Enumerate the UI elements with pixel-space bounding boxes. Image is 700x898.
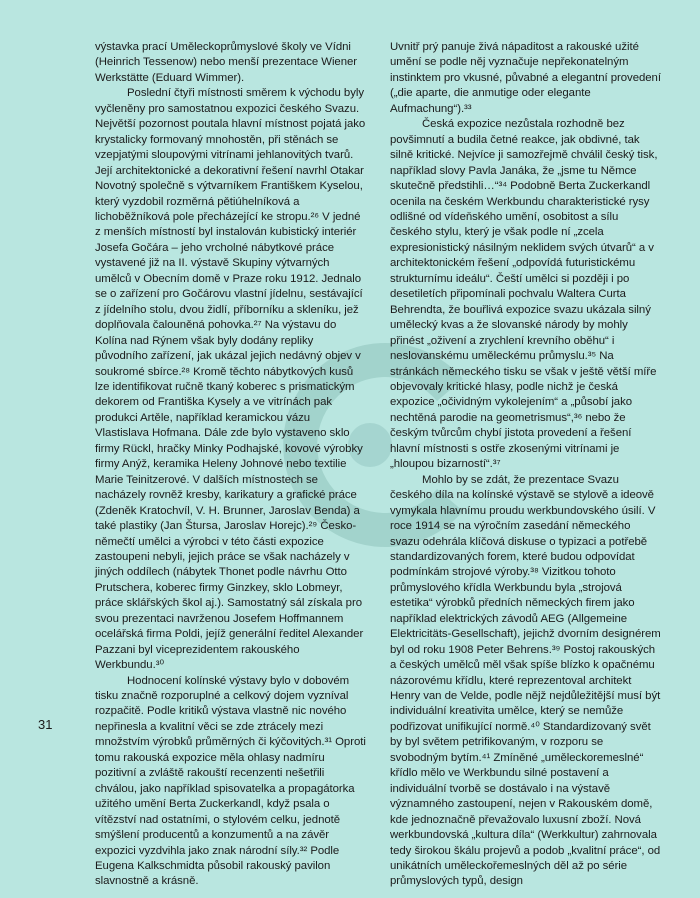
page-number: 31 xyxy=(38,717,53,732)
paragraph: Poslední čtyři místnosti směrem k východu byly vyčleněny pro samostatnou expozici českého Svazu. Největší pozornost poutala hlavní místnost pojatá jako krystalicky formovaný mnohostěn, při stěnách se vzepjatými sloupovými vitrínami jehlanovitých tvarů. Její architektonické a dekorativní řešení navrhl Otakar Novotný společně s výtvarníkem Františkem Kyselou, který vyzdobil rozměrná pětiúhelníková a lichoběžníková pole přecházející ke stropu.²⁶ V jedné z menších místností byl instalován kubistický interiér Josefa Gočára – jeho vrcholné nábytkové práce vystavené již na II. výstavě Skupiny výtvarných umělců v Obecním domě v Praze roku 1912. Jednalo se o zařízení pro Gočárovu vlastní jídelnu, sestávající z jídelního stolu, dvou židlí, příborníku a skleníku, jež doplňovala čalouněná pohovka.²⁷ Na výstavu do Kolína nad Rýnem však byly dodány repliky původního zařízení, jak ukázal jejich nedávný objev v soukromé sbírce.²⁸ Kromě těchto nábytkových kusů lze identifikovat ručně tkaný koberec s prismatickým dekorem od Františka Kysely a ve vitrínách pak produkci Artěle, například keramickou vázu Vlastislava Hofmana. Dále zde bylo vystaveno sklo firmy Rückl, hračky Minky Podhajské, kovové výrobky firmy Anýž, keramika Heleny Johnové nebo textilie Marie Teinitzerové. V dalších místnostech se nacházely rovněž kresby, karikatury a grafické práce (Zdeněk Kratochvíl, V. H. Brunner, Jaroslav Benda) a také plastiky (Jan Štursa, Jaroslav Horejc).²⁹ Česko-němečtí umělci a výrobci v této části expozice zastoupeni nebyli, jejich práce se však nacházely v jiných oddílech (nábytek Thonet podle návrhu Otto Prutschera, koberec firmy Ginzkey, sklo Lobmeyr, práce sklářských škol aj.). Samostatný sál získala pro svou prezentaci navrženou Josefem Hoffmannem ocelářská firma Poldi, jejíž generální ředitel Alexander Pazzani byl viceprezidentem rakouského Werkbundu.³⁰ xyxy=(95,87,366,672)
left-column xyxy=(95,40,367,890)
paragraph: výstavka prací Uměleckoprůmyslové školy ve Vídni (Heinrich Tessenow) nebo menší prezentace Wiener Werkstätte (Eduard Wimmer). xyxy=(95,41,358,84)
paragraph: Hodnocení kolínské výstavy bylo v dobovém tisku značně rozporuplné a celkový dojem vyzníval rozpačitě. Podle kritiků výstava vlastně nic nového nepřinesla a kvalitní věci se zde ztrácely mezi množstvím výrobků průměrných či kýčovitých.³¹ Oproti tomu rakouská expozice měla ohlasy nadmíru pozitivní a zvláště rakouští recenzenti nešetřili chválou, jako například spisovatelka a propagátorka užitého umění Berta Zuckerkandl, když psala o vítězství nad ostatními, o stylovém celku, jednotě smýšlení producentů a konzumentů a na závěr expozici vyzdvihla jako znak národní síly.³² Podle Eugena Kalkschmidta působil rakouský pavilon slavnostně a krásně. xyxy=(95,674,366,888)
paragraph: Česká expozice nezůstala rozhodně bez povšimnutí a budila četné reakce, jak obdivné, tak silně kritické. Nejvíce ji samozřejmě chválil český tisk, například slovy Pavla Janáka, že „jsme tu Němce skutečně předstihli…“³⁴ Podobně Berta Zuckerkandl ocenila na českém Werkbundu charakteristické rysy odlišné od vídeňského umění, osobitost a sílu českého stylu, který je však podle ní „zcela expresionistický násilným neklidem svých útvarů“ a v architektonickém řešení „odpovídá futuristickému strukturnímu ideálu“. Čeští umělci si později i po desetiletích připomínali pochvalu Waltera Curta Behrendta, že bouřlivá expozice svazu ukázala silný umělecký kvas a že slovanské národy by mohly přinést „oživení a zrychlení krevního oběhu“ i neslovanskému uměleckému průmyslu.³⁵ Na stránkách německého tisku se však v ještě větší míře objevovaly kritické hlasy, podle nichž je česká expozice „očividným vykolejením“ a „působí jako nechtěná parodie na geometrismus“,³⁶ nebo že českým tvůrcům chybí jistota provedení a řešení hlavní místnosti s ostře zkosenými vitrínami je „hloupou bizarností“.³⁷ xyxy=(390,118,658,471)
right-column xyxy=(390,40,662,890)
paragraph: Mohlo by se zdát, že prezentace Svazu českého díla na kolínské výstavě se stylově a ideově vymykala hlavnímu proudu werkbundovského úsilí. V roce 1914 se na výročním zasedání německého svazu odehrála klíčová diskuse o typizaci a potřebě standardizovaných forem, které budou odpovídat podmínkám strojové výroby.³⁸ Vizitkou tohoto průmyslového křídla Werkbundu byla „strojová estetika“ výrobků předních německých firem jako například elektrických závodů AEG (Allgemeine Elektricitäts-Gesellschaft), jejichž dvorním designérem byl od roku 1908 Peter Behrens.³⁹ Postoj rakouských a českých umělců měl však spíše blízko k opačnému názorovému křídlu, které reprezentoval architekt Henry van de Velde, podle nějž nejdůležitější musí být individuální kreativita umělce, který se nemůže podřizovat unifikující normě.⁴⁰ Standardizovaný svět by byl světem petrifikovaným, v rozporu se svobodným bytím.⁴¹ Zmíněné „uměleckoremeslné“ křídlo mělo ve Werkbundu silné postavení a individuální tvorbě se dostávalo i na výstavě významného zastoupení, nejen v Rakouském domě, kde jednoznačně převažovalo luxusní zboží. Nová werkbundovská „kultura díla“ (Werkkultur) zahrnovala tedy širokou škálu projevů a podob „kvalitní práce“, od unikátních uměleckořemeslných děl až po série průmyslových typů, design xyxy=(390,473,661,888)
paragraph: Uvnitř prý panuje živá nápaditost a rakouské užité umění se podle něj vyznačuje nepřekonatelným instinktem pro vkusné, půvabné a elegantní provedení („die aparte, die anmutige oder elegante Aufmachung“).³³ xyxy=(390,41,661,115)
